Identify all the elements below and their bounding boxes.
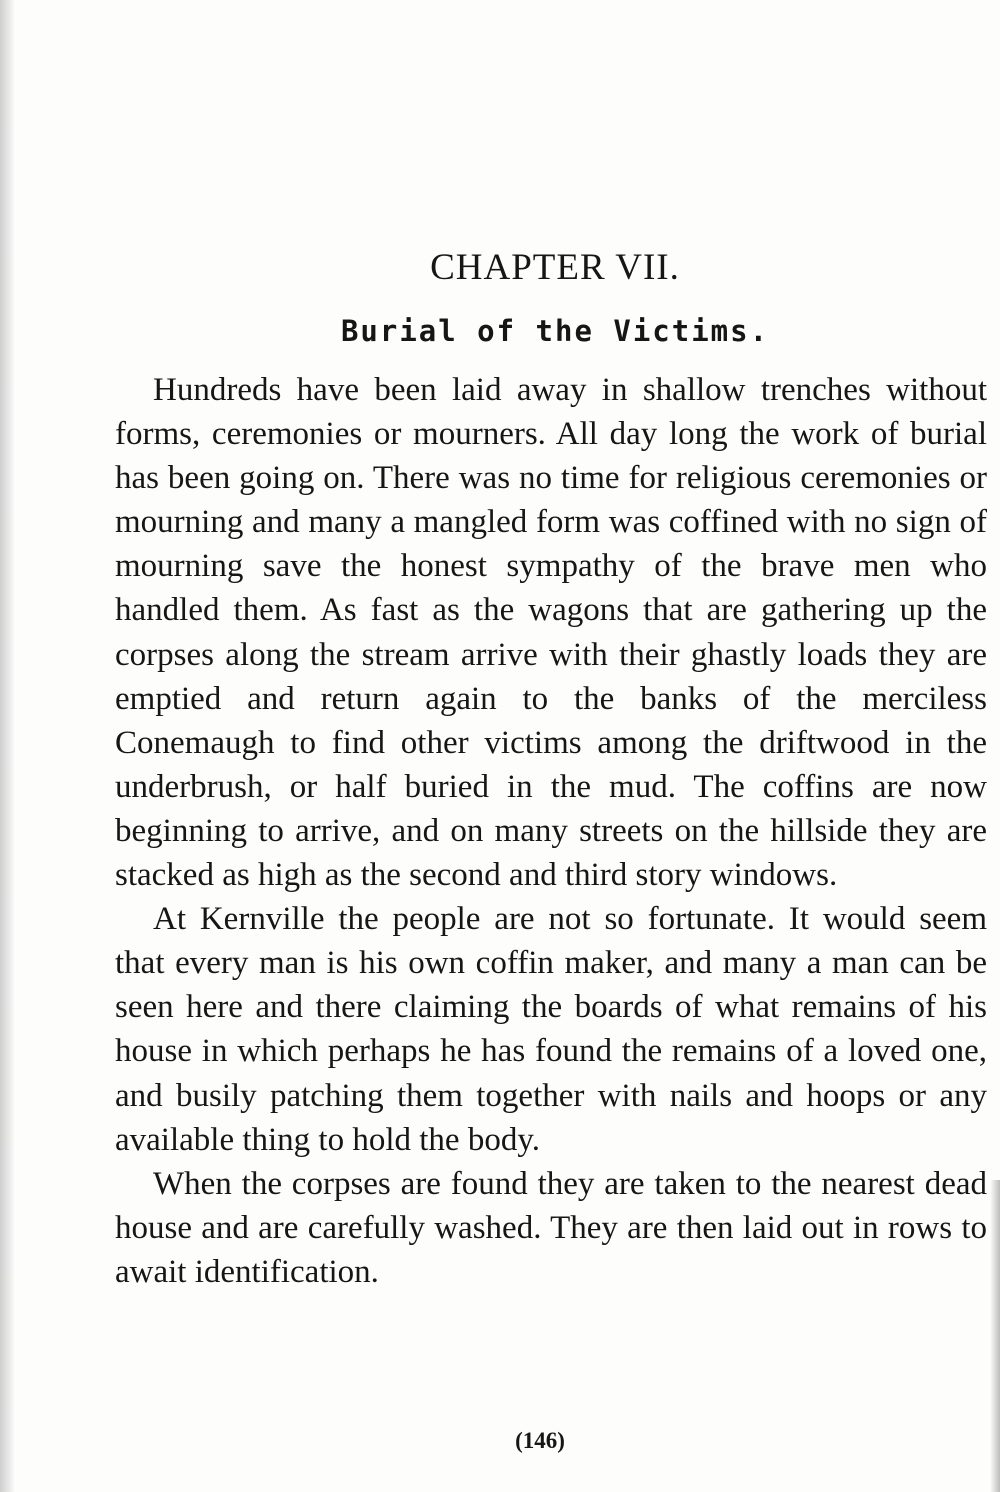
paragraph-1: Hundreds have been laid away in shallow trenches without forms, ceremonies or mourners. All day long the work of burial has been going on. There was no time for religious ceremonies or mourning and many a mangled form was coffined with no sign of mourning save the honest sympathy of the brave men who handled them. As fast as the wagons that are gathering up the corpses along the stream arrive with their ghastly loads they are emptied and return again to the banks of the merciless Conemaugh to find other victims among the driftwood in the underbrush, or half buried in the mud. The coffins are now beginning to arrive, and on many streets on the hillside they are stacked as high as the second and third story windows. — [115, 372, 987, 894]
body-text — [115, 368, 987, 1294]
chapter-title: CHAPTER VII. — [430, 247, 680, 288]
paragraph-2: At Kernville the people are not so fortunate. It would seem that every man is his own coffin maker, and many a man can be seen here and there claiming the boards of what remains of his house in which perhaps he has found the remains of a loved one, and busily patching them together with nails and hoops or any available thing to hold the body. — [115, 901, 987, 1158]
scan-edge-left — [0, 0, 14, 1492]
chapter-subtitle: Burial of the Victims. — [340, 314, 770, 348]
paragraph-3: When the corpses are found they are taken to the nearest dead house and are carefully washed. They are then laid out in rows to await identification. — [115, 1165, 987, 1290]
page-number: (146) — [515, 1428, 565, 1453]
